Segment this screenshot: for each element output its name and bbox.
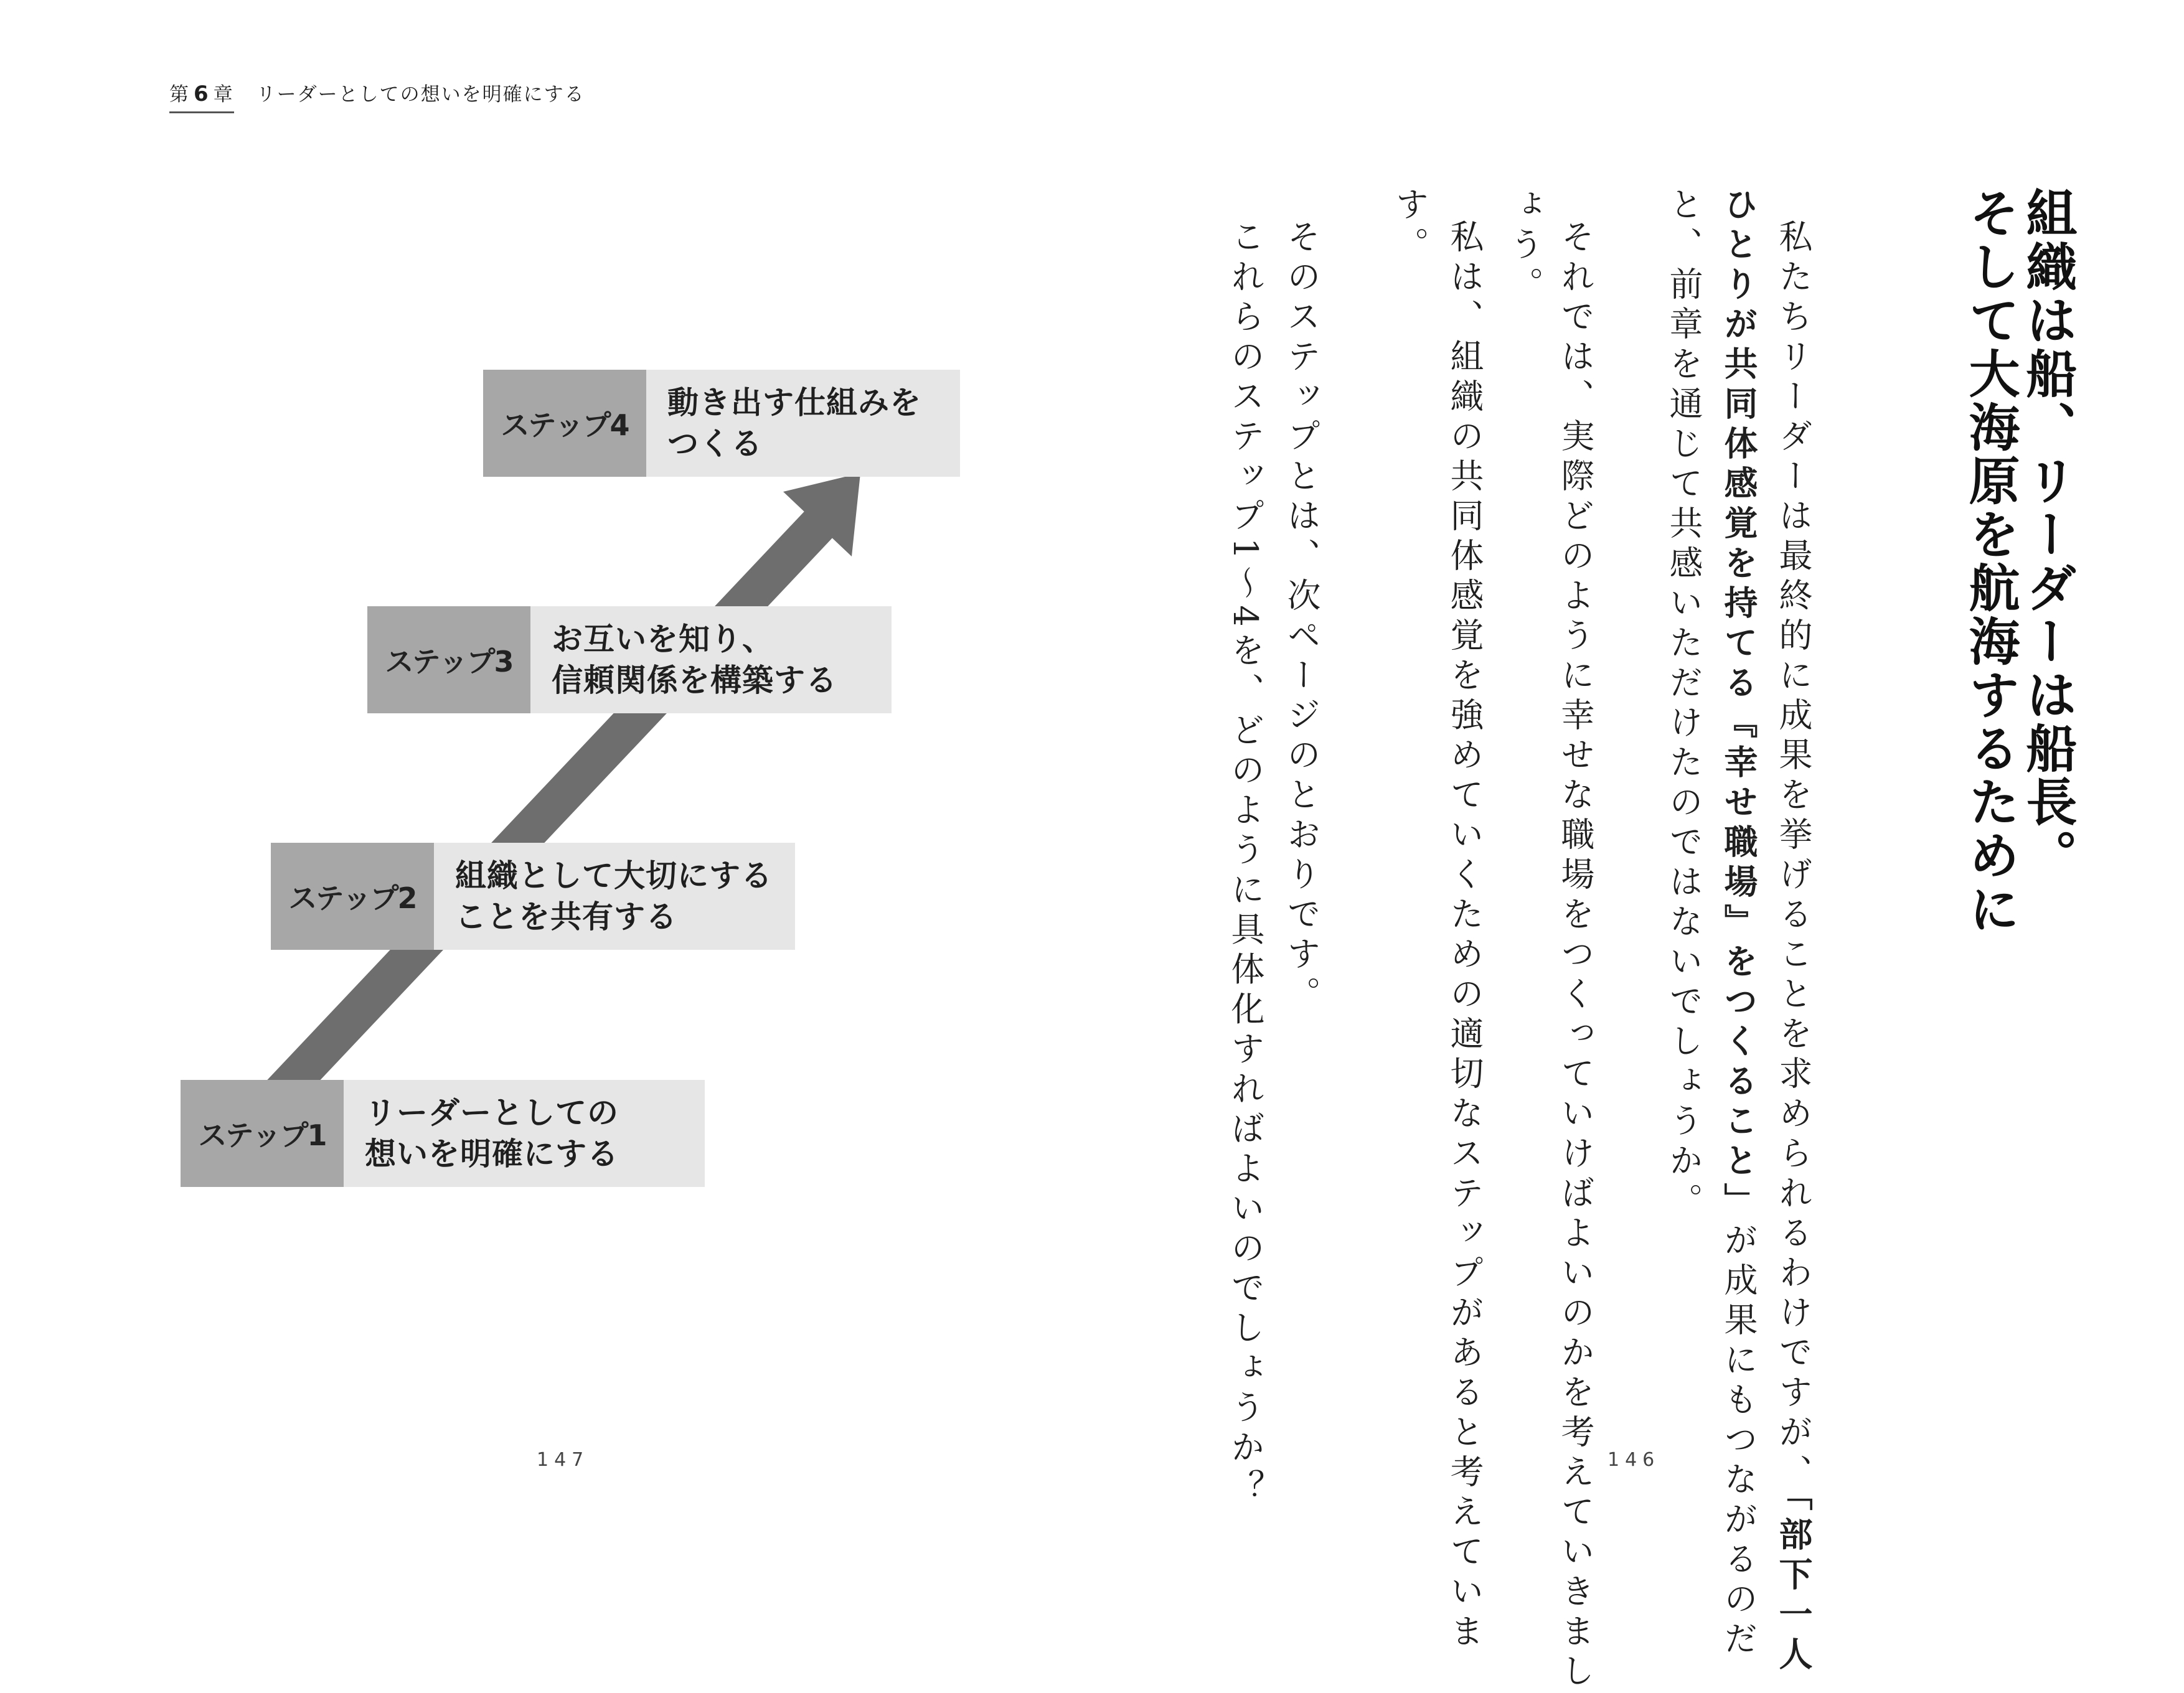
- body-column-1: 私たちリーダーは最終的に成果を挙げることを求められるわけですが、「部下一人: [1774, 219, 1813, 1676]
- step-text: リーダーとしての 想いを明確にする: [344, 1080, 705, 1187]
- step-1: [181, 1080, 705, 1187]
- headline: [1961, 187, 2076, 936]
- body-column-8: そのステップとは、次ページのとおりです。: [1282, 219, 1321, 1016]
- body-column-7: す。: [1390, 187, 1429, 266]
- step-text: お互いを知り、 信頼関係を構築する: [530, 606, 892, 713]
- steps-diagram: [0, 0, 996, 1245]
- step-2: [271, 843, 795, 950]
- step-text: 組織として大切にする ことを共有する: [434, 843, 795, 950]
- step-3: [367, 606, 892, 713]
- step-label: ステップ4: [483, 370, 646, 477]
- step-label: ステップ1: [181, 1080, 344, 1187]
- headline-line-1: 組織は船、リーダーは船長。: [2018, 187, 2077, 883]
- page-number-right: 146: [1607, 1449, 1660, 1471]
- page-number-left: 147: [537, 1449, 590, 1471]
- body-column-5: ょう。: [1505, 187, 1544, 306]
- chapter-label: 第 6 章: [169, 78, 234, 113]
- headline-line-2: そして大海原を航海するために: [1960, 187, 2020, 936]
- step-label: ステップ2: [271, 843, 434, 950]
- arrow-shaft: [261, 509, 833, 1114]
- body-column-4: それでは、実際どのように幸せな職場をつくっていけばよいのかを考えていきまし: [1556, 219, 1595, 1693]
- step-4: [483, 370, 960, 477]
- body-column-3: と、前章を通じて共感いただけたのではないでしょうか。: [1664, 187, 1703, 1222]
- chapter-title: リーダーとしての想いを明確にする: [256, 83, 585, 106]
- step-label: ステップ3: [367, 606, 530, 713]
- body-column-2: ひとりが共同体感覚を持てる『幸せ職場』をつくること」が成果にもつながるのだ: [1719, 187, 1758, 1661]
- body-column-6: 私は、組織の共同体感覚を強めていくための適切なステップがあると考えていま: [1445, 219, 1484, 1653]
- step-text: 動き出す仕組みを つくる: [646, 370, 960, 477]
- body-column-9: これらのステップ1〜4を、どのように具体化すればよいのでしょうか？: [1226, 219, 1265, 1509]
